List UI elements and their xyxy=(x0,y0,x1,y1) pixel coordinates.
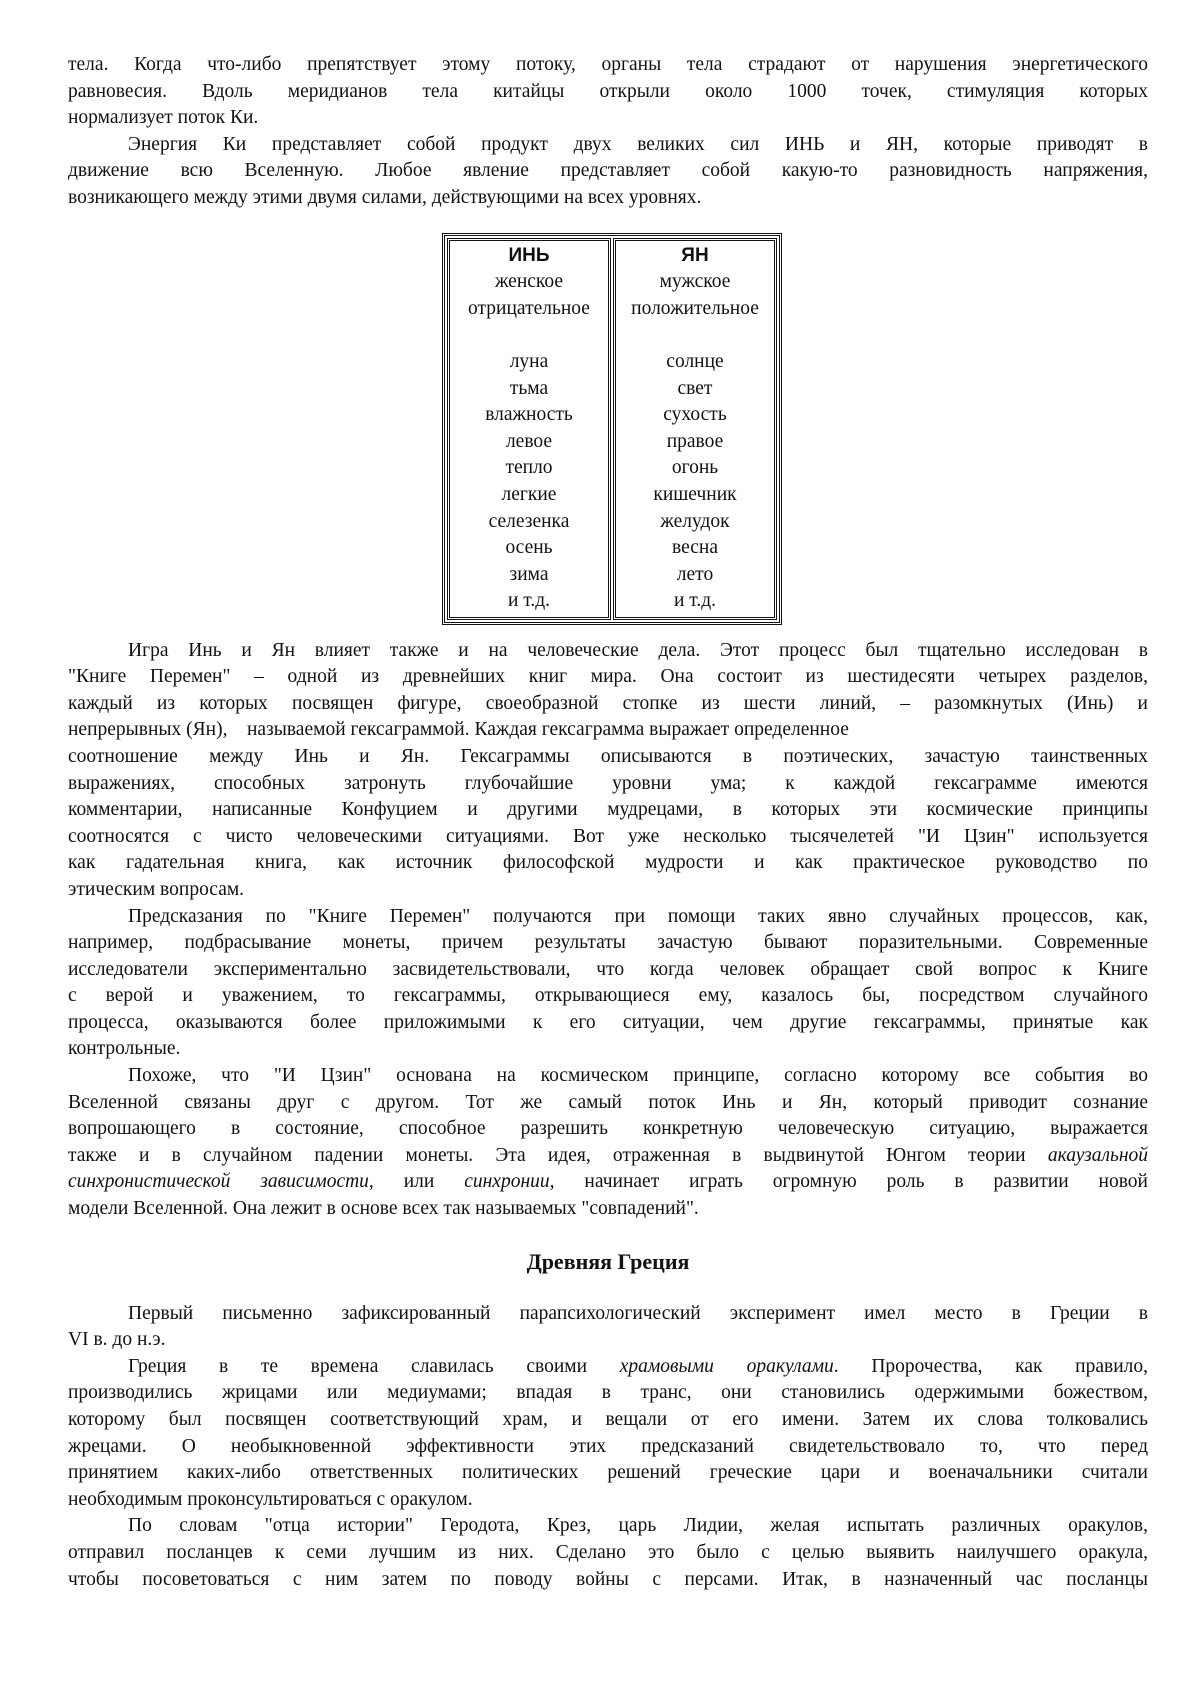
yang-item: кишечник xyxy=(653,483,737,505)
paragraph-energy-flow xyxy=(68,52,1148,132)
text-line: чтобы посоветоваться с ним затем по поводу войны с персами. Итак, в назначенный час посланцы xyxy=(68,1568,1148,1590)
paragraph-herodotus xyxy=(68,1513,1148,1593)
yin-item: левое xyxy=(505,430,553,452)
text-line: По словам "отца истории" Геродота, Крез, царь Лидии, желая испытать различных оракулов, xyxy=(128,1515,1148,1537)
text-line: Игра Инь и Ян влияет также и на человеческие дела. Этот процесс был тщательно исследован в xyxy=(128,639,1148,661)
yang-item: лето xyxy=(676,563,714,585)
paragraph-cosmic-principle xyxy=(68,1063,1148,1223)
text-line: этическим вопросам. xyxy=(68,878,245,900)
text-line: тела. Когда что-либо препятствует этому потоку, органы тела страдают от нарушения энергетического xyxy=(68,54,1148,75)
text-run: Греция в те времена славилась своими xyxy=(128,1355,620,1377)
yin-item: зима xyxy=(509,563,549,585)
yang-item: сухость xyxy=(663,404,727,426)
yang-item: правое xyxy=(666,430,724,452)
text-run: также и в случайном падении монеты. Эта идея, отраженная в выдвинутой Юнгом теории xyxy=(68,1144,1048,1166)
text-line: Похоже, что "И Цзин" основана на космическом принципе, согласно которому все события во xyxy=(128,1065,1148,1087)
text-line: контрольные. xyxy=(68,1038,181,1060)
section-heading: Древняя Греция xyxy=(526,1248,690,1274)
text-line: исследователи экспериментально засвидетельствовали, что когда человек обращает свой вопрос к Книге xyxy=(68,958,1148,980)
yang-attribute: положительное xyxy=(631,297,759,319)
yin-item: тепло xyxy=(505,457,553,479)
text-line: Энергия Ки представляет собой продукт двух великих сил ИНЬ и ЯН, которые приводят в xyxy=(128,133,1148,155)
yin-yang-table-wrapper xyxy=(68,212,1148,638)
text-run: начинает играть огромную роль в развитии новой xyxy=(554,1171,1148,1193)
yang-item: весна xyxy=(672,537,718,559)
text-line: производились жрицами или медиумами; впадая в транс, они становились одержимыми божеством, xyxy=(68,1382,1148,1404)
text-line: которому был посвящен соответствующий храм, и вещали от его имени. Затем их слова толковались xyxy=(68,1409,1148,1430)
text-line: соотносятся с чисто человеческими ситуациями. Вот уже несколько тысячелетей "И Цзин" используется xyxy=(68,825,1148,847)
spacer xyxy=(450,322,608,349)
yin-item: луна xyxy=(509,350,549,372)
yang-item: огонь xyxy=(671,457,719,479)
italic-term: храмовыми оракулами xyxy=(619,1355,834,1377)
text-run: . Пророчества, как правило, xyxy=(833,1355,1148,1377)
text-line: например, подбрасывание монеты, причем результаты зачастую бывают поразительными. Современные xyxy=(68,932,1148,954)
text-line: каждый из которых посвящен фигуре, своеобразной стопке из шести линий, – разомкнутых (Инь) и xyxy=(68,692,1148,714)
yang-item: и т.д. xyxy=(673,590,717,612)
italic-term: акаузальной xyxy=(1047,1144,1148,1166)
text-line: жрецами. О необыкновенной эффективности этих предсказаний свидетельствовало то, что перед xyxy=(68,1435,1148,1457)
document-page xyxy=(68,52,1148,1593)
text-line: как гадательная книга, как источник философской мудрости и как практическое руководство по xyxy=(68,852,1148,874)
paragraph-ki-energy xyxy=(68,132,1148,212)
text-line: непрерывных (Ян), называемой гексаграммой. Каждая гексаграмма выражает определенное xyxy=(68,719,849,741)
text-line: VI в. до н.э. xyxy=(68,1329,166,1351)
text-line: равновесия. Вдоль меридианов тела китайцы открыли около 1000 точек, стимуляция которых xyxy=(68,80,1148,102)
text-line: с верой и уважением, то гексаграммы, открывающиеся ему, казалось бы, посредством случайного xyxy=(68,985,1148,1007)
text-line xyxy=(68,1354,1148,1381)
text-line: соотношение между Инь и Ян. Гексаграммы описываются в поэтических, зачастую таинственных xyxy=(68,745,1148,767)
yin-yang-table xyxy=(442,233,782,625)
text-line: комментарии, написанные Конфуцием и другими мудрецами, в которых эти космические принципы xyxy=(68,799,1148,821)
yin-item: осень xyxy=(505,537,553,559)
text-line: Первый письменно зафиксированный парапсихологический эксперимент имел место в Греции в xyxy=(128,1302,1148,1324)
text-line: процесса, оказываются более приложимыми к его ситуации, чем другие гексаграммы, принятые как xyxy=(68,1011,1148,1033)
text-line: выражениях, способных затронуть глубочайшие уровни ума; к каждой гексаграмме имеются xyxy=(68,772,1148,794)
yin-item: селезенка xyxy=(488,510,570,532)
paragraph-predictions xyxy=(68,904,1148,1064)
text-line: вопрошающего в состояние, способное разрешить конкретную человеческую ситуацию, выражается xyxy=(68,1118,1148,1140)
text-line: возникающего между этими двумя силами, действующими на всех уровнях. xyxy=(68,186,702,208)
yin-item: легкие xyxy=(501,483,557,505)
text-line: движение всю Вселенную. Любое явление представляет собой какую-то разновидность напряжения, xyxy=(68,160,1148,182)
text-line: "Книге Перемен" – одной из древнейших книг мира. Она состоит из шестидесяти четырех разделов, xyxy=(68,666,1148,688)
yang-column xyxy=(613,238,777,620)
yin-attribute: женское xyxy=(494,271,564,293)
yin-header: ИНЬ xyxy=(508,244,550,266)
yin-column xyxy=(447,238,611,620)
yin-item: влажность xyxy=(485,404,573,426)
text-line: принятием каких-либо ответственных политических решений греческие цари и военачальники считали xyxy=(68,1462,1148,1484)
yin-item: и т.д. xyxy=(507,590,551,612)
text-line: Предсказания по "Книге Перемен" получаются при помощи таких явно случайных процессов, как, xyxy=(128,905,1148,927)
text-line xyxy=(68,1169,1148,1196)
yang-item: желудок xyxy=(660,510,730,532)
text-line: необходимым проконсультироваться с оракулом. xyxy=(68,1488,473,1510)
italic-term: синхронистической зависимости, xyxy=(68,1171,374,1193)
paragraph-greek-oracles xyxy=(68,1354,1148,1514)
yang-header: ЯН xyxy=(681,244,709,266)
spacer xyxy=(616,322,774,349)
text-line: модели Вселенной. Она лежит в основе всех так называемых "совпадений". xyxy=(68,1198,699,1220)
italic-term: синхронии, xyxy=(464,1171,555,1193)
text-line: отправил посланцев к семи лучшим из них. Сделано это было с целью выявить наилучшего оракула, xyxy=(68,1541,1148,1563)
text-run: или xyxy=(373,1171,465,1193)
paragraph-first-experiment xyxy=(68,1301,1148,1354)
yang-item: солнце xyxy=(666,350,724,372)
text-line: нормализует поток Ки. xyxy=(68,107,259,129)
paragraph-yin-yang-game xyxy=(68,638,1148,904)
yang-item: свет xyxy=(677,377,713,399)
yin-attribute: отрицательное xyxy=(468,297,590,319)
text-line xyxy=(68,1143,1148,1170)
yang-attribute: мужское xyxy=(659,271,731,293)
text-line: Вселенной связаны друг с другом. Тот же самый поток Инь и Ян, который приводит сознание xyxy=(68,1091,1148,1113)
yin-item: тьма xyxy=(509,377,549,399)
